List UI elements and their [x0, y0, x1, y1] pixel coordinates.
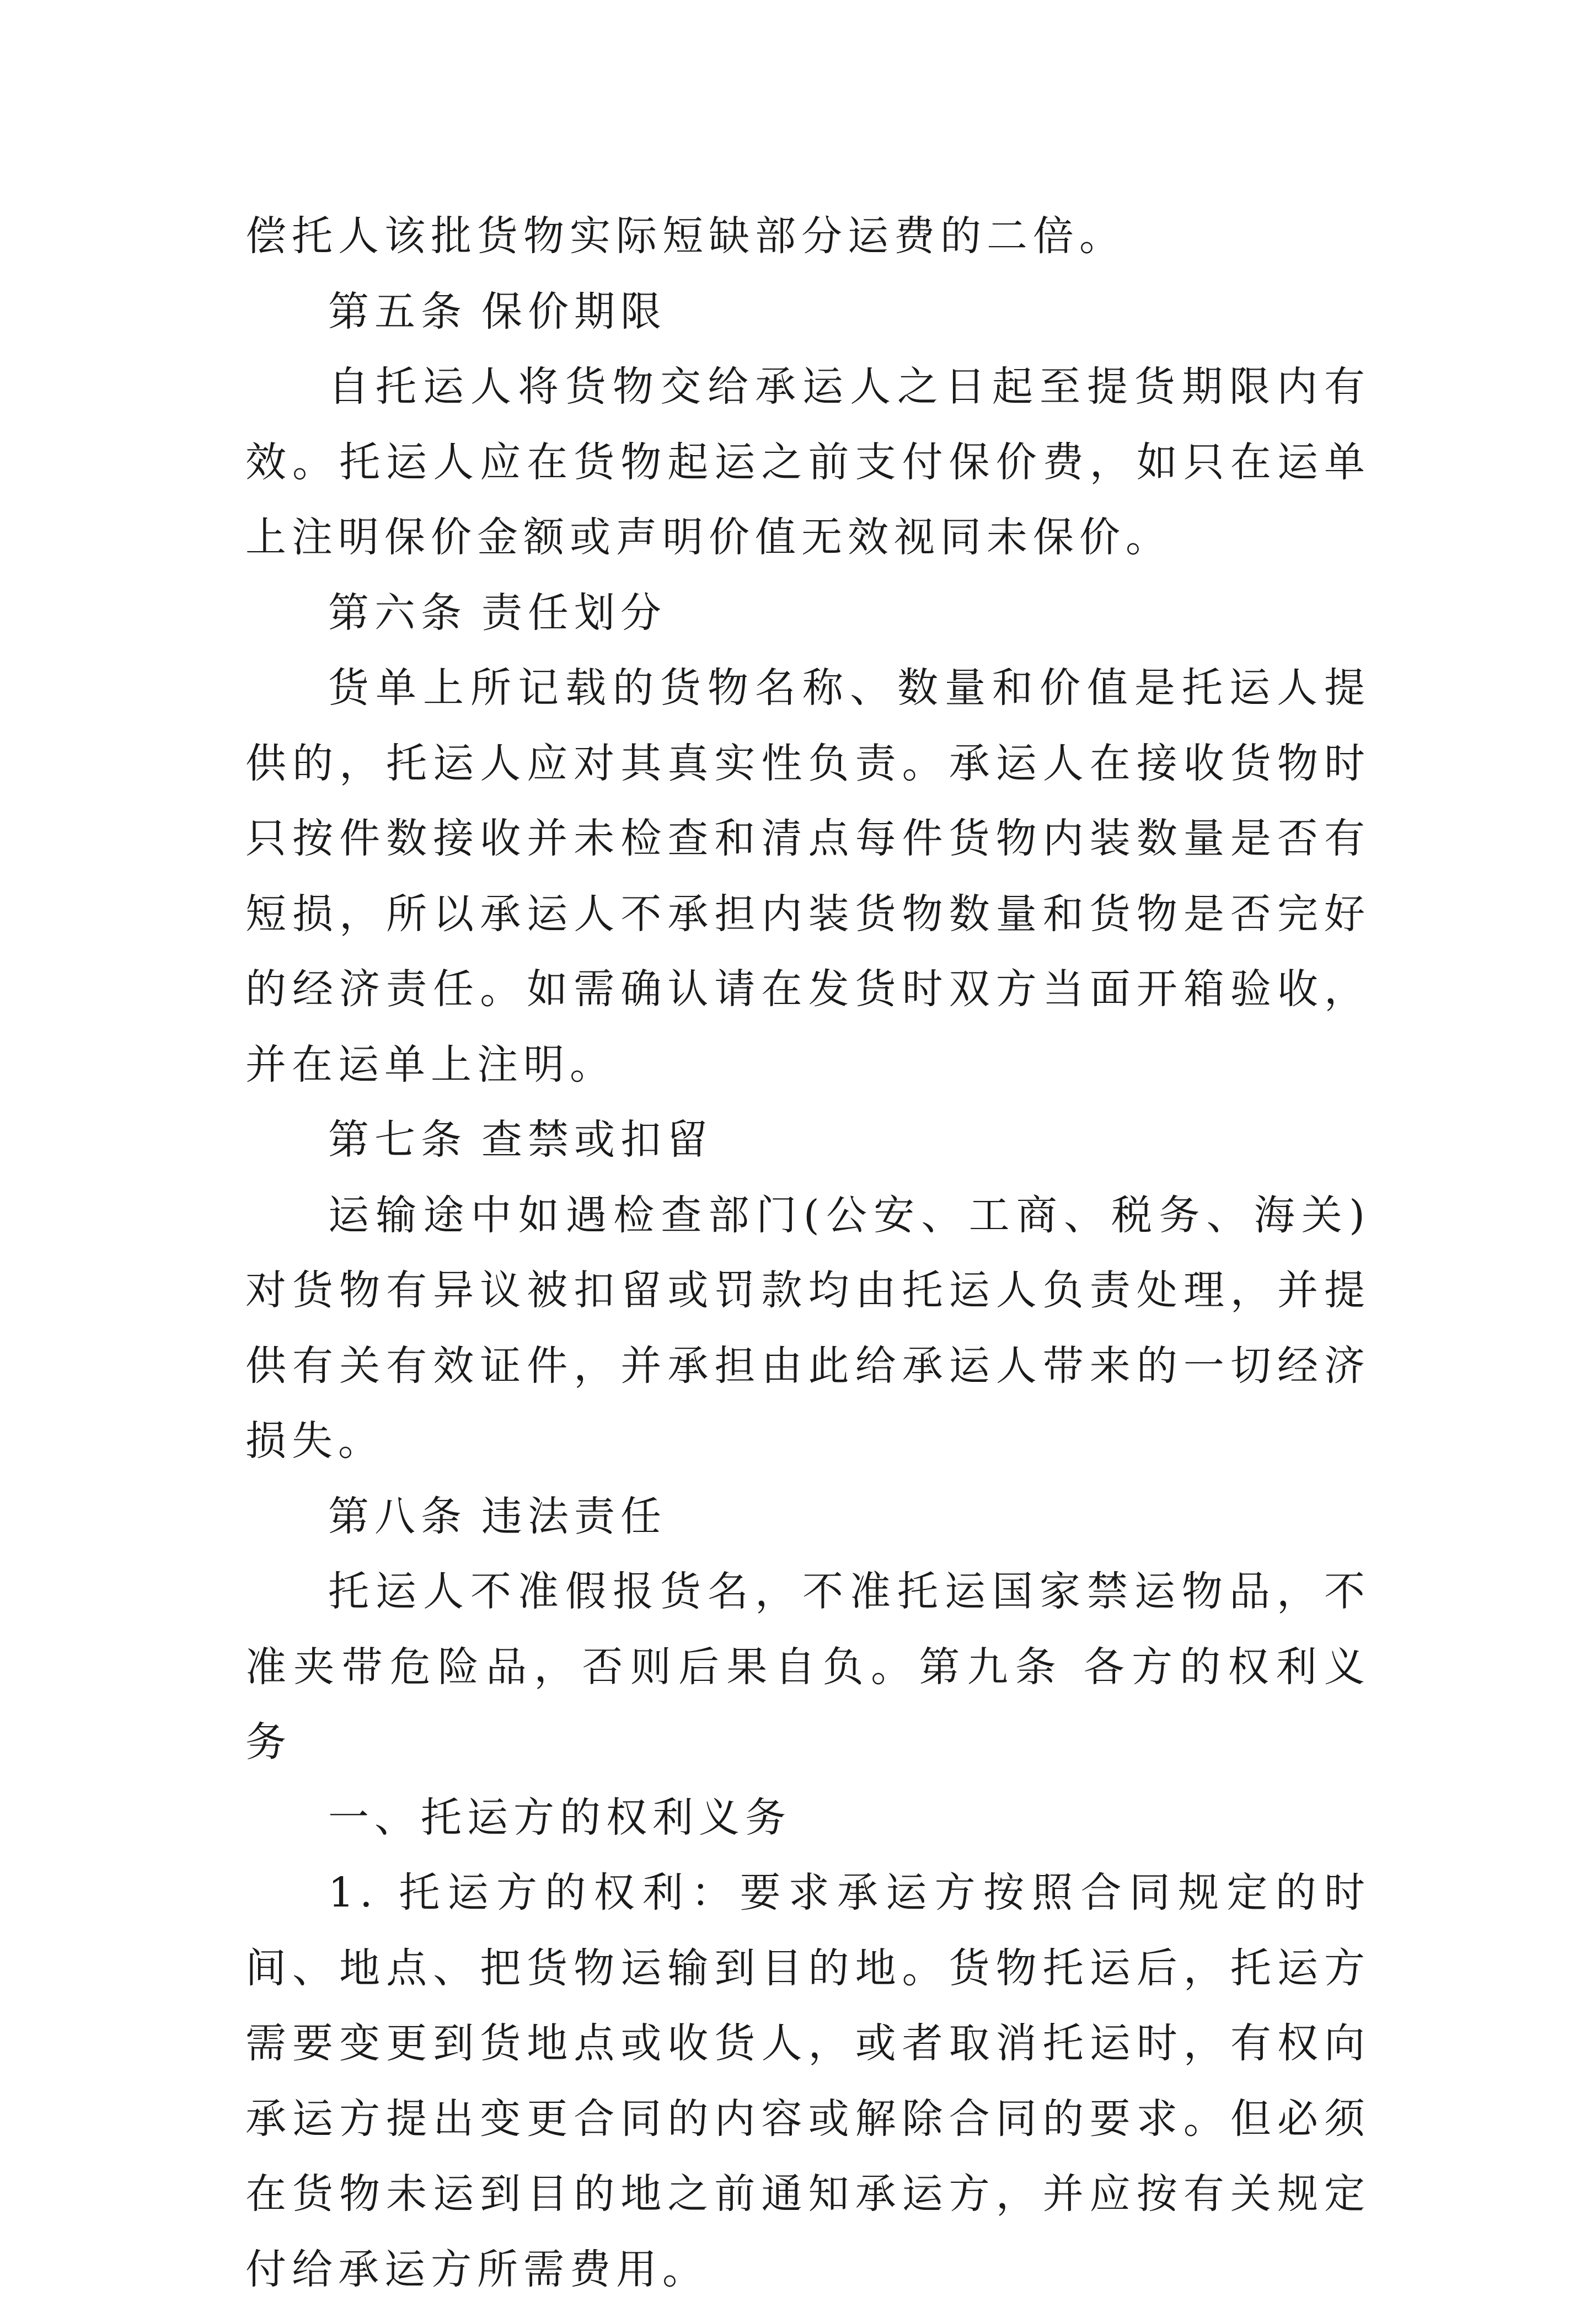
paragraph-compensation-tail: 偿托人该批货物实际短缺部分运费的二倍。 — [245, 212, 1126, 260]
paragraph-illegal-liability: 托运人不准假报货名，不准托运国家禁运物品，不准夹带危险品，否则后果自负。第九条 各方的权利义务 — [245, 1568, 1370, 1766]
article-title: 查禁或扣留 — [481, 1116, 713, 1163]
article-6-heading — [245, 575, 1370, 651]
article-7-heading — [245, 1102, 1370, 1178]
document-body — [245, 199, 1370, 2307]
paragraph-seizure: 运输途中如遇检查部门(公安、工商、税务、海关)对货物有异议被扣留或罚款均由托运人负责处理，并提供有关有效证件，并承担由此给承运人带来的一切经济损失。 — [245, 1191, 1370, 1465]
article-number: 第六条 — [328, 589, 467, 637]
article-5-heading — [245, 274, 1370, 350]
article-number: 第八条 — [328, 1492, 467, 1540]
article-number: 第七条 — [328, 1116, 467, 1163]
paragraph-insurance-period: 自托运人将货物交给承运人之日起至提货期限内有效。托运人应在货物起运之前支付保价费，如只在运单上注明保价金额或声明价值无效视同未保价。 — [245, 363, 1370, 561]
article-title: 责任划分 — [481, 589, 667, 637]
article-title: 保价期限 — [481, 287, 667, 335]
paragraph-liability-division: 货单上所记载的货物名称、数量和价值是托运人提供的，托运人应对其真实性负责。承运人在接收货物时只按件数接收并未检查和清点每件货物内装数量是否有短损，所以承运人不承担内装货物数量和货物是否完好的经济责任。如需确认请在发货时双方当面开箱验收，并在运单上注明。 — [245, 664, 1370, 1088]
paragraph-shipper-rights: 1. 托运方的权利：要求承运方按照合同规定的时间、地点、把货物运输到目的地。货物托运后，托运方需要变更到货地点或收货人，或者取消托运时，有权向承运方提出变更合同的内容或解除合同的要求。但必须在货物未运到目的地之前通知承运方，并应按有关规定付给承运方所需费用。 — [245, 1869, 1370, 2293]
section-shipper-rights-heading: 一、托运方的权利义务 — [328, 1793, 791, 1841]
article-8-heading — [245, 1479, 1370, 1555]
article-number: 第五条 — [328, 287, 467, 335]
article-title: 违法责任 — [481, 1492, 667, 1540]
